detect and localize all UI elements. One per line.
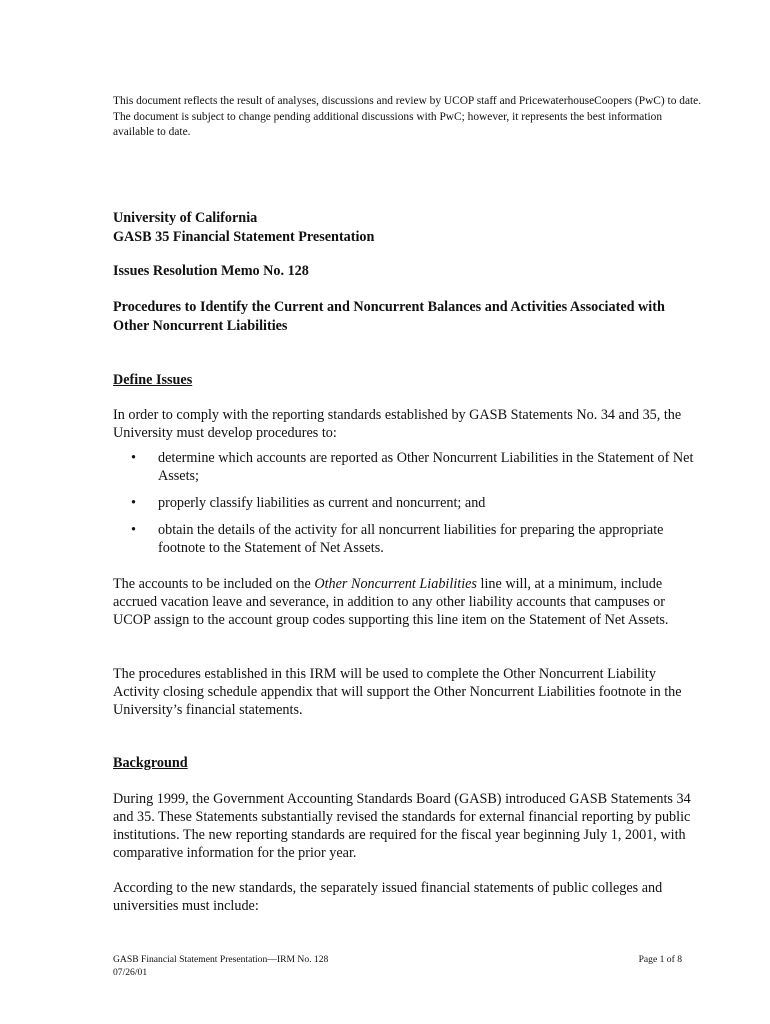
accounts-paragraph-italic: Other Noncurrent Liabilities <box>314 576 477 592</box>
accounts-paragraph-end: line will, at a minimum, include accrued vacation leave and severance, in addition to any other liability accounts that campuses or UCOP assign to the account group codes supporting this line item on the Statement of Net Assets. <box>113 576 669 628</box>
title-line-presentation: GASB 35 Financial Statement Presentation <box>113 229 375 245</box>
procedure-list <box>113 449 698 566</box>
background-paragraph-2: According to the new standards, the separately issued financial statements of public colleges and universities must include: <box>113 880 663 914</box>
list-item <box>113 449 698 485</box>
memo-number: Issues Resolution Memo No. 128 <box>113 263 309 279</box>
title-line-university: University of California <box>113 210 258 226</box>
list-item-text: determine which accounts are reported as Other Noncurrent Liabilities in the Statement of Net Assets; <box>158 450 694 484</box>
accounts-paragraph <box>113 575 698 629</box>
define-issues-heading: Define Issues <box>113 372 193 388</box>
background-heading: Background <box>113 755 188 771</box>
bullet-marker: • <box>131 450 136 466</box>
footer-document-info <box>113 953 328 979</box>
accounts-paragraph-start: The accounts to be included on the <box>113 576 315 592</box>
define-issues-intro: In order to comply with the reporting standards established by GASB Statements No. 34 and 35, the University must develop procedures to: <box>113 407 682 441</box>
background-paragraph-1: During 1999, the Government Accounting Standards Board (GASB) introduced GASB Statements 34 and 35. These Statements substantially revised the standards for external financial reporting by public institutions. The new reporting standards are required for the fiscal year beginning July 1, 2001, with comparative information for the prior year. <box>113 791 691 861</box>
memo-subject: Procedures to Identify the Current and Noncurrent Balances and Activities Associated with Other Noncurrent Liabilities <box>113 299 665 334</box>
list-item-text: properly classify liabilities as current and noncurrent; and <box>158 495 486 511</box>
disclaimer-text: This document reflects the result of analyses, discussions and review by UCOP staff and PricewaterhouseCoopers (PwC) to date. The document is subject to change pending additional discussions with PwC; however, it represents the best information available to date. <box>113 95 702 138</box>
document-title <box>113 209 703 247</box>
list-item <box>113 494 698 512</box>
footer-date: 07/26/01 <box>113 967 148 978</box>
page-number: Page 1 of 8 <box>638 954 682 965</box>
list-item <box>113 521 698 557</box>
list-item-text: obtain the details of the activity for all noncurrent liabilities for preparing the appropriate footnote to the Statement of Net Assets. <box>158 522 664 556</box>
bullet-marker: • <box>131 522 136 538</box>
procedures-paragraph: The procedures established in this IRM will be used to complete the Other Noncurrent Liability Activity closing schedule appendix that will support the Other Noncurrent Liabilities footnote in the University’s financial statements. <box>113 666 682 718</box>
footer-title: GASB Financial Statement Presentation—IRM No. 128 <box>113 954 329 965</box>
bullet-marker: • <box>131 495 136 511</box>
